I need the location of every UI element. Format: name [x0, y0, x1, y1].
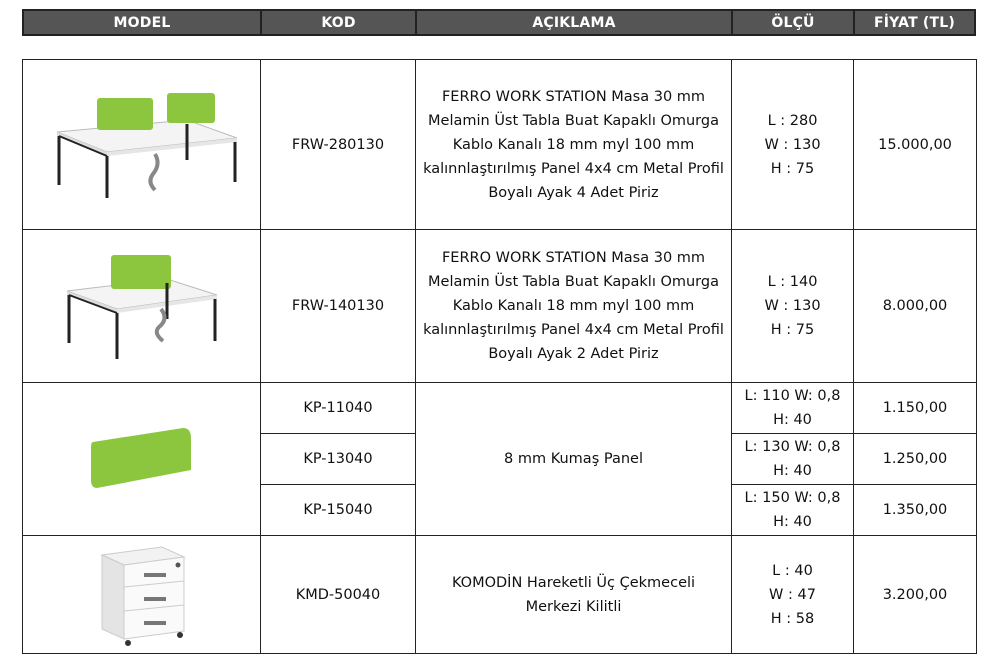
header-olcu: ÖLÇÜ — [733, 11, 855, 34]
product-image-cell — [23, 60, 261, 230]
table-header — [22, 9, 976, 36]
header-model: MODEL — [24, 11, 262, 34]
product-price: 1.350,00 — [854, 485, 977, 536]
product-code: KMD-50040 — [261, 536, 416, 654]
product-dimensions: L : 40 W : 47 H : 58 — [732, 536, 854, 654]
product-dimensions: L: 130 W: 0,8 H: 40 — [732, 434, 854, 485]
product-image-cell — [23, 230, 261, 383]
fabric-panel-image — [87, 424, 197, 494]
header-aciklama: AÇIKLAMA — [417, 11, 733, 34]
table-row — [23, 536, 977, 654]
product-dimensions: L: 150 W: 0,8 H: 40 — [732, 485, 854, 536]
drawer-unit-image — [92, 543, 192, 647]
product-description: FERRO WORK STATION Masa 30 mm Melamin Üst Tabla Buat Kapaklı Omurga Kablo Kanalı 18 mm myl 100 mm kalınnlaştırılmış Panel 4x4 cm Metal Profil Boyalı Ayak 4 Adet Piriz — [416, 60, 732, 230]
product-code: KP-11040 — [261, 383, 416, 434]
header-fiyat: FİYAT (TL) — [873, 14, 955, 31]
product-price: 3.200,00 — [854, 536, 977, 654]
product-code: KP-15040 — [261, 485, 416, 536]
product-dimensions: L: 110 W: 0,8 H: 40 — [732, 383, 854, 434]
product-dimensions: L : 280 W : 130 H : 75 — [732, 60, 854, 230]
product-code: FRW-140130 — [261, 230, 416, 383]
table-row — [23, 383, 977, 434]
product-image-cell — [23, 536, 261, 654]
product-description: 8 mm Kumaş Panel — [416, 383, 732, 536]
product-price: 1.250,00 — [854, 434, 977, 485]
workstation-2-person-image — [57, 251, 227, 361]
product-code: KP-13040 — [261, 434, 416, 485]
product-code: FRW-280130 — [261, 60, 416, 230]
product-price: 15.000,00 — [854, 60, 977, 230]
product-description: FERRO WORK STATION Masa 30 mm Melamin Üst Tabla Buat Kapaklı Omurga Kablo Kanalı 18 mm myl 100 mm kalınnlaştırılmış Panel 4x4 cm Metal Profil Boyalı Ayak 2 Adet Piriz — [416, 230, 732, 383]
product-image-cell — [23, 383, 261, 536]
product-description: KOMODİN Hareketli Üç Çekmeceli Merkezi Kilitli — [416, 536, 732, 654]
product-price: 8.000,00 — [854, 230, 977, 383]
table-row — [23, 60, 977, 230]
product-price: 1.150,00 — [854, 383, 977, 434]
table-row — [23, 230, 977, 383]
workstation-4-person-image — [37, 90, 247, 200]
price-table — [22, 59, 977, 654]
header-kod: KOD — [262, 11, 417, 34]
product-dimensions: L : 140 W : 130 H : 75 — [732, 230, 854, 383]
